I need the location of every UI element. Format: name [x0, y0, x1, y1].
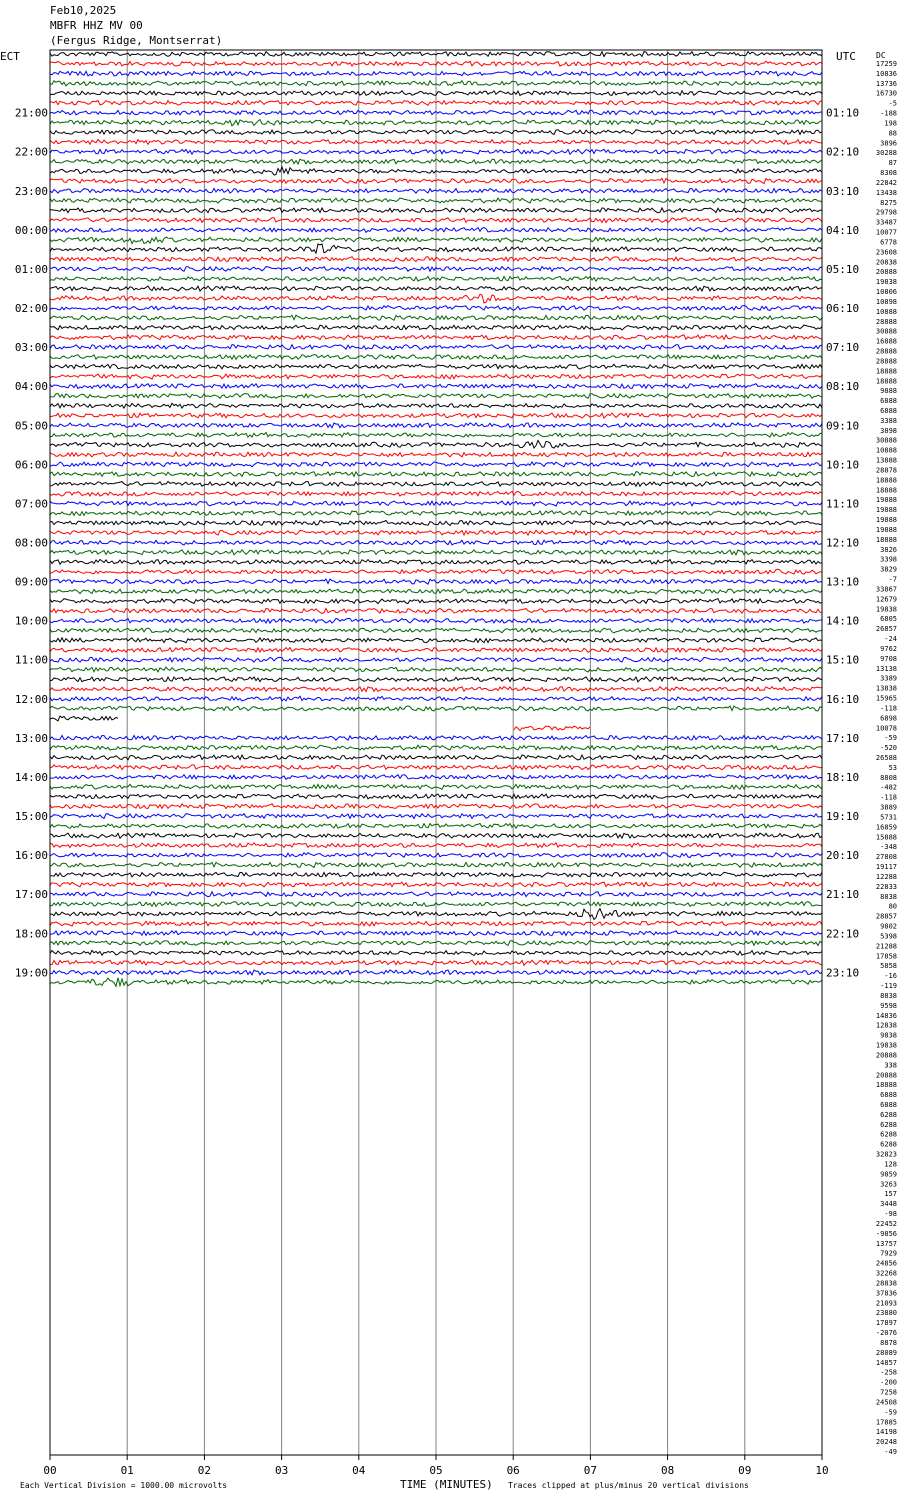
dc-offset-value: 14857 — [875, 1358, 897, 1367]
dc-offset-value: -482 — [880, 783, 897, 792]
dc-offset-value: 338 — [884, 1061, 897, 1070]
dc-offset-value: 20248 — [875, 1438, 897, 1447]
dc-offset-value: 9762 — [880, 644, 897, 653]
clip-note: Traces clipped at plus/minus 20 vertical divisions — [508, 1481, 749, 1490]
right-hour-label: 02:10 — [826, 145, 860, 159]
dc-offset-value: 8838 — [880, 991, 897, 1000]
x-axis-title: TIME (MINUTES) — [400, 1478, 493, 1491]
dc-offset-value: 23880 — [875, 1309, 897, 1318]
left-hour-label: 12:00 — [14, 692, 48, 706]
right-hour-label: 19:10 — [826, 810, 860, 824]
dc-offset-value: 20888 — [875, 268, 897, 277]
dc-offset-value: 27808 — [875, 853, 897, 862]
left-hour-label: 22:00 — [14, 145, 48, 159]
dc-offset-value: 17885 — [875, 1418, 897, 1427]
x-tick-label: 02 — [197, 1464, 212, 1477]
dc-offset-value: 8275 — [880, 198, 897, 207]
dc-offset-value: 17897 — [875, 1319, 897, 1328]
x-tick-label: 06 — [506, 1464, 520, 1477]
dc-offset-value: -9856 — [875, 1229, 897, 1238]
dc-offset-value: 19838 — [875, 278, 897, 287]
right-hour-label: 17:10 — [826, 731, 860, 745]
dc-offset-value: -188 — [880, 109, 897, 118]
dc-offset-value: 5731 — [880, 813, 897, 822]
left-time-axis — [15, 107, 48, 980]
dc-offset-value: 33867 — [875, 585, 897, 594]
left-hour-label: 09:00 — [14, 575, 48, 589]
left-hour-label: 21:00 — [14, 106, 48, 120]
dc-offset-value: 29798 — [875, 208, 897, 217]
dc-offset-value: 37836 — [875, 1289, 897, 1298]
dc-offset-value: 30888 — [875, 436, 897, 445]
x-tick-label: 10 — [815, 1464, 829, 1477]
dc-offset-value: 13736 — [875, 79, 897, 88]
right-hour-label: 12:10 — [826, 536, 860, 550]
dc-offset-value: 3896 — [880, 139, 897, 148]
left-hour-label: 05:00 — [14, 419, 48, 433]
left-hour-label: 03:00 — [14, 341, 48, 355]
dc-offset-value: 10898 — [875, 297, 897, 306]
right-hour-label: 10:10 — [826, 458, 860, 472]
right-hour-label: 22:10 — [826, 927, 860, 941]
dc-offset-value: 15888 — [875, 833, 897, 842]
dc-offset-value: 24508 — [875, 1398, 897, 1407]
dc-offset-value: 28878 — [875, 466, 897, 475]
plot-date: Feb10,2025 — [50, 4, 117, 17]
right-hour-label: 05:10 — [826, 262, 860, 276]
dc-offset-value: 6288 — [880, 1140, 897, 1149]
dc-offset-value: -5 — [888, 99, 897, 108]
dc-offset-value: 19888 — [875, 516, 897, 525]
left-hour-label: 08:00 — [14, 536, 48, 550]
dc-offset-value: -98 — [884, 1210, 897, 1219]
dc-offset-value: -200 — [880, 1378, 897, 1387]
dc-offset-value: 28857 — [875, 912, 897, 921]
x-axis — [43, 1455, 828, 1477]
left-hour-label: 17:00 — [14, 888, 48, 902]
dc-offset-value: 23608 — [875, 248, 897, 257]
dc-offset-value: 9838 — [880, 1031, 897, 1040]
dc-offset-value: 6288 — [880, 1130, 897, 1139]
right-hour-label: 21:10 — [826, 888, 860, 902]
right-hour-label: 08:10 — [826, 380, 860, 394]
right-hour-label: 14:10 — [826, 614, 860, 628]
dc-offset-value: 6888 — [880, 407, 897, 415]
dc-offset-value: -59 — [884, 734, 897, 743]
left-timezone-label: ECT — [0, 50, 20, 63]
dc-offset-value: 19888 — [875, 506, 897, 515]
dc-offset-value: 8838 — [880, 892, 897, 901]
dc-offset-value: 19838 — [875, 1041, 897, 1050]
dc-offset-value: 17858 — [875, 952, 897, 961]
right-time-axis — [826, 107, 859, 980]
dc-offset-value: -119 — [880, 982, 897, 991]
dc-offset-value: 13138 — [875, 664, 897, 673]
dc-offset-value: 198 — [884, 119, 897, 128]
dc-offset-value: 3826 — [880, 545, 897, 554]
dc-offset-value: 8878 — [880, 1338, 897, 1347]
dc-offset-value: 19838 — [875, 605, 897, 614]
dc-offset-value: 17259 — [875, 60, 897, 68]
left-hour-label: 13:00 — [14, 731, 48, 745]
dc-offset-value: 9859 — [880, 1170, 897, 1179]
dc-offset-column — [876, 60, 897, 1456]
dc-offset-value: -49 — [884, 1448, 897, 1456]
dc-offset-value: 5858 — [880, 962, 897, 971]
dc-offset-value: 10888 — [875, 307, 897, 316]
dc-offset-value: 18888 — [875, 486, 897, 495]
station-location: (Fergus Ridge, Montserrat) — [50, 34, 223, 47]
dc-offset-value: 8308 — [880, 169, 897, 178]
dc-offset-value: 15965 — [875, 694, 897, 703]
dc-offset-value: 14836 — [875, 1011, 897, 1020]
left-hour-label: 10:00 — [14, 614, 48, 628]
dc-offset-value: 18888 — [875, 535, 897, 544]
dc-offset-value: 13438 — [875, 188, 897, 197]
dc-offset-value: 30288 — [875, 149, 897, 158]
right-hour-label: 11:10 — [826, 497, 860, 511]
dc-offset-value: 9708 — [880, 654, 897, 663]
dc-offset-value: 3448 — [880, 1200, 897, 1209]
dc-offset-value: 6888 — [880, 1101, 897, 1109]
dc-offset-value: 6805 — [880, 615, 897, 624]
left-hour-label: 18:00 — [14, 927, 48, 941]
dc-offset-value: 9888 — [880, 387, 897, 396]
left-hour-label: 02:00 — [14, 302, 48, 316]
dc-offset-value: 28838 — [875, 1279, 897, 1288]
dc-offset-value: 10806 — [875, 288, 897, 297]
dc-offset-value: 9598 — [880, 1001, 897, 1010]
dc-offset-value: -2076 — [875, 1329, 897, 1338]
left-hour-label: 11:00 — [14, 653, 48, 667]
dc-offset-value: 33487 — [875, 218, 897, 227]
dc-offset-value: 26588 — [875, 754, 897, 762]
dc-offset-value: 26857 — [875, 625, 897, 634]
left-hour-label: 00:00 — [14, 223, 48, 237]
dc-offset-value: 20888 — [875, 1051, 897, 1060]
dc-offset-value: 3398 — [880, 555, 897, 564]
left-hour-label: 19:00 — [14, 966, 48, 980]
x-tick-label: 07 — [583, 1464, 598, 1477]
x-tick-label: 08 — [660, 1464, 675, 1477]
right-hour-label: 01:10 — [826, 106, 860, 120]
dc-offset-value: 22842 — [875, 178, 897, 187]
dc-offset-value: 16888 — [875, 337, 897, 346]
station-code: MBFR HHZ MV 00 — [50, 19, 143, 32]
dc-offset-value: 10077 — [875, 228, 897, 237]
scale-note: Each Vertical Division = 1000.00 microvolts — [20, 1481, 228, 1490]
dc-offset-value: 10836 — [875, 69, 897, 78]
dc-offset-value: 88 — [888, 129, 897, 138]
x-tick-label: 00 — [43, 1464, 57, 1477]
dc-offset-value: 80 — [888, 902, 897, 911]
dc-offset-value: 3898 — [880, 426, 897, 435]
dc-offset-value: 128 — [884, 1160, 897, 1169]
dc-offset-value: 12288 — [875, 872, 897, 881]
x-tick-label: 09 — [738, 1464, 752, 1477]
dc-offset-value: 13757 — [875, 1239, 897, 1248]
right-hour-label: 16:10 — [826, 692, 860, 706]
right-hour-label: 15:10 — [826, 653, 860, 667]
dc-offset-value: 18888 — [875, 476, 897, 485]
dc-offset-value: 13888 — [875, 456, 897, 465]
dc-offset-value: 8808 — [880, 773, 897, 782]
right-hour-label: 06:10 — [826, 302, 860, 316]
x-tick-label: 01 — [120, 1464, 134, 1477]
dc-offset-value: 32823 — [875, 1150, 897, 1159]
dc-offset-value: 22452 — [875, 1219, 897, 1228]
trace-68 — [50, 716, 118, 721]
dc-offset-value: 24856 — [875, 1259, 897, 1268]
dc-offset-value: 3889 — [880, 803, 897, 812]
left-hour-label: 14:00 — [14, 770, 48, 784]
right-hour-label: 09:10 — [826, 419, 860, 433]
dc-offset-value: 3388 — [880, 416, 897, 425]
dc-offset-value: 19888 — [875, 496, 897, 505]
dc-offset-value: 6778 — [880, 238, 897, 247]
dc-offset-value: -24 — [884, 635, 897, 644]
left-hour-label: 23:00 — [14, 184, 48, 198]
dc-offset-value: 6288 — [880, 1120, 897, 1129]
dc-offset-value: 20838 — [875, 258, 897, 267]
dc-offset-value: 19117 — [875, 863, 897, 872]
dc-offset-value: -520 — [880, 744, 897, 753]
dc-offset-value: -59 — [884, 1408, 897, 1417]
dc-offset-value: 7929 — [880, 1249, 897, 1258]
right-hour-label: 23:10 — [826, 966, 860, 980]
dc-offset-value: 6288 — [880, 1110, 897, 1119]
dc-offset-value: 10888 — [875, 446, 897, 455]
dc-offset-value: -7 — [888, 575, 897, 584]
trace-69 — [514, 726, 590, 730]
dc-offset-value: 19888 — [875, 525, 897, 534]
x-tick-label: 03 — [274, 1464, 289, 1477]
dc-offset-value: -16 — [884, 972, 897, 981]
dc-offset-value: 6888 — [880, 1091, 897, 1100]
dc-offset-value: -118 — [880, 704, 897, 713]
dc-offset-value: 53 — [888, 763, 897, 772]
left-hour-label: 07:00 — [14, 497, 48, 511]
dc-offset-value: 18888 — [875, 367, 897, 376]
right-timezone-label: UTC — [836, 50, 856, 63]
dc-offset-value: 28888 — [875, 357, 897, 366]
dc-offset-value: 30888 — [875, 327, 897, 336]
dc-offset-value: 18888 — [875, 377, 897, 386]
dc-offset-value: 32268 — [875, 1269, 897, 1278]
dc-offset-value: 3829 — [880, 565, 897, 574]
left-hour-label: 04:00 — [14, 380, 48, 394]
left-hour-label: 16:00 — [14, 849, 48, 863]
dc-offset-value: -258 — [880, 1368, 897, 1377]
dc-offset-value: 28089 — [875, 1348, 897, 1357]
dc-offset-value: 14198 — [875, 1428, 897, 1437]
dc-offset-value: 3263 — [880, 1180, 897, 1189]
left-hour-label: 01:00 — [14, 262, 48, 276]
dc-offset-value: 13838 — [875, 684, 897, 693]
dc-offset-value: 3389 — [880, 674, 897, 683]
dc-offset-value: 9802 — [880, 922, 897, 931]
dc-offset-value: 157 — [884, 1190, 897, 1199]
right-hour-label: 20:10 — [826, 849, 860, 863]
dc-offset-value: 7258 — [880, 1388, 897, 1397]
x-tick-label: 04 — [352, 1464, 366, 1477]
left-hour-label: 15:00 — [14, 810, 48, 824]
dc-offset-value: 10078 — [875, 724, 897, 733]
dc-offset-value: -348 — [880, 843, 897, 852]
dc-offset-value: 5398 — [880, 932, 897, 941]
dc-offset-value: 20888 — [875, 1071, 897, 1080]
right-hour-label: 13:10 — [826, 575, 860, 589]
right-hour-label: 18:10 — [826, 770, 860, 784]
dc-offset-value: 21093 — [875, 1299, 897, 1308]
dc-offset-value: 22833 — [875, 882, 897, 891]
dc-offset-value: 28888 — [875, 347, 897, 356]
dc-header-label: DC — [876, 51, 886, 60]
right-hour-label: 03:10 — [826, 184, 860, 198]
dc-offset-value: 18888 — [875, 1081, 897, 1090]
dc-offset-value: 6888 — [880, 397, 897, 406]
dc-offset-value: 6898 — [880, 714, 897, 723]
right-hour-label: 07:10 — [826, 341, 860, 355]
dc-offset-value: 16859 — [875, 823, 897, 832]
right-hour-label: 04:10 — [826, 223, 860, 237]
x-tick-label: 05 — [429, 1464, 443, 1477]
dc-offset-value: 16730 — [875, 89, 897, 98]
dc-offset-value: 12838 — [875, 1021, 897, 1030]
left-hour-label: 06:00 — [14, 458, 48, 472]
dc-offset-value: 21288 — [875, 942, 897, 951]
dc-offset-value: 28888 — [875, 317, 897, 326]
dc-offset-value: 87 — [888, 159, 897, 168]
dc-offset-value: 12679 — [875, 595, 897, 604]
dc-offset-value: -118 — [880, 793, 897, 802]
